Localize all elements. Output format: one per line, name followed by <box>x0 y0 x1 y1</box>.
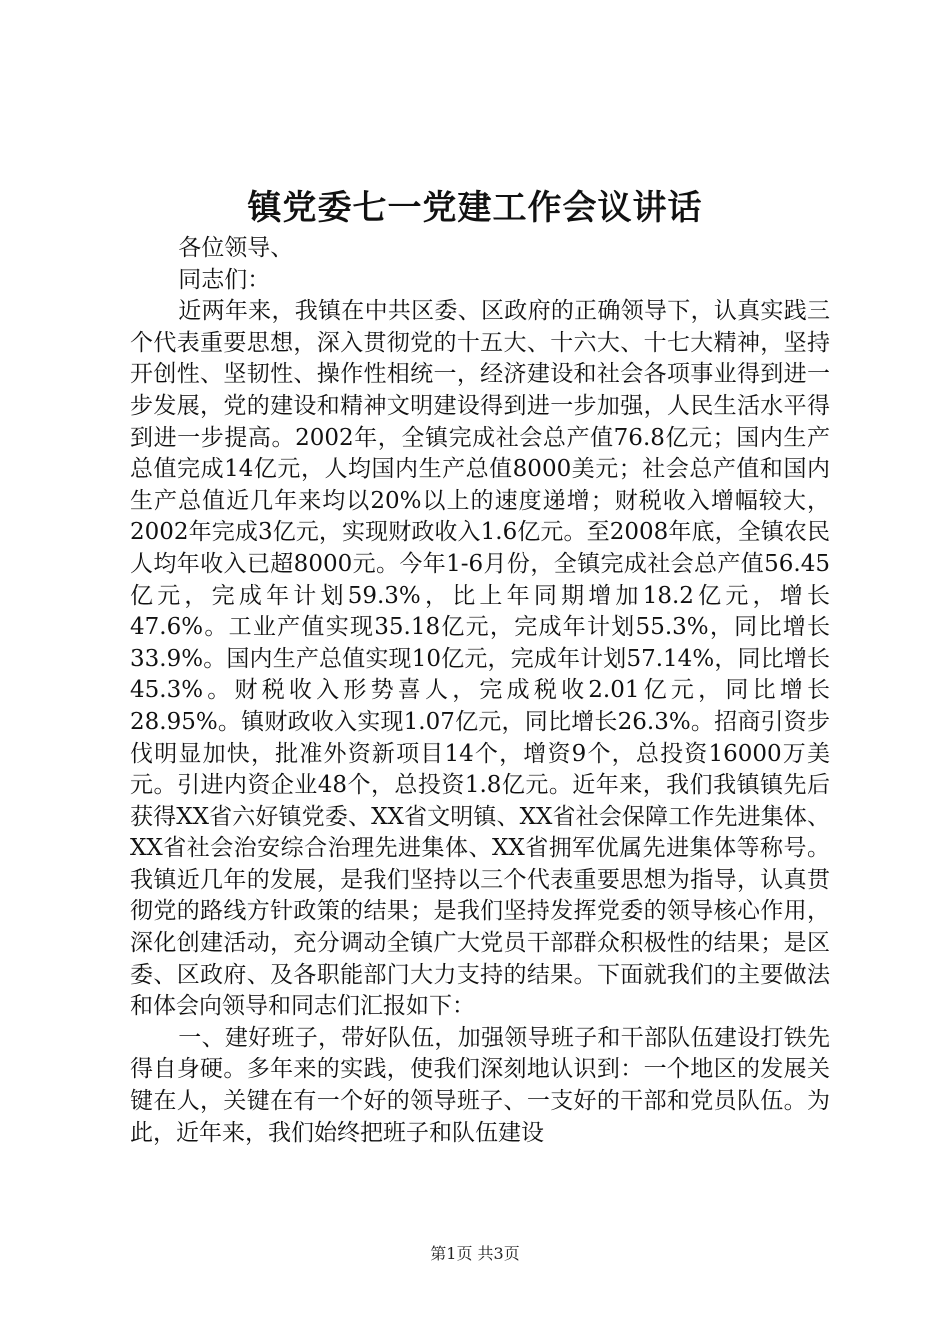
document-body <box>130 233 830 1149</box>
page-number-footer: 第1页 共3页 <box>430 1244 520 1263</box>
salutation-line: 同志们： <box>178 266 271 293</box>
salutation-line: 各位领导、 <box>178 235 294 261</box>
body-paragraph: 一、建好班子，带好队伍，加强领导班子和干部队伍建设打铁先得自身硬。多年来的实践，使我们深刻地认识到：一个地区的发展关键在人，关键在有一个好的领导班子、一支好的干部和党员队伍。为此，近年来，我们始终把班子和队伍建设 <box>130 1024 830 1146</box>
document-title: 镇党委七一党建工作会议讲话 <box>247 188 703 228</box>
body-paragraph: 近两年来，我镇在中共区委、区政府的正确领导下，认真实践三个代表重要思想，深入贯彻党的十五大、十六大、十七大精神，坚持开创性、坚韧性、操作性相统一，经济建设和社会各项事业得到进一步发展，党的建设和精神文明建设得到进一步加强，人民生活水平得到进一步提高。2002年，全镇完成社会总产值76.8亿元；国内生产总值完成14亿元，人均国内生产总值8000美元；社会总产值和国内生产总值近几年来均以20%以上的速度递增；财税收入增幅较大，2002年完成3亿元，实现财政收入1.6亿元。至2008年底，全镇农民人均年收入已超8000元。今年1-6月份，全镇完成社会总产值56.45亿元，完成年计划59.3%，比上年同期增加18.2亿元，增长47.6%。工业产值实现35.18亿元，完成年计划55.3%，同比增长33.9%。国内生产总值实现10亿元，完成年计划57.14%，同比增长45.3%。财税收入形势喜人，完成税收2.01亿元，同比增长28.95%。镇财政收入实现1.07亿元，同比增长26.3%。招商引资步伐明显加快，批准外资新项目14个，增资9个，总投资16000万美元。引进内资企业48个，总投资1.8亿元。近年来，我们我镇镇先后获得XX省六好镇党委、XX省文明镇、XX省社会保障工作先进集体、XX省社会治安综合治理先进集体、XX省拥军优属先进集体等称号。我镇近几年的发展，是我们坚持以三个代表重要思想为指导，认真贯彻党的路线方针政策的结果；是我们坚持发挥党委的领导核心作用，深化创建活动，充分调动全镇广大党员干部群众积极性的结果；是区委、区政府、及各职能部门大力支持的结果。下面就我们的主要做法和体会向领导和同志们汇报如下： <box>130 298 830 1020</box>
